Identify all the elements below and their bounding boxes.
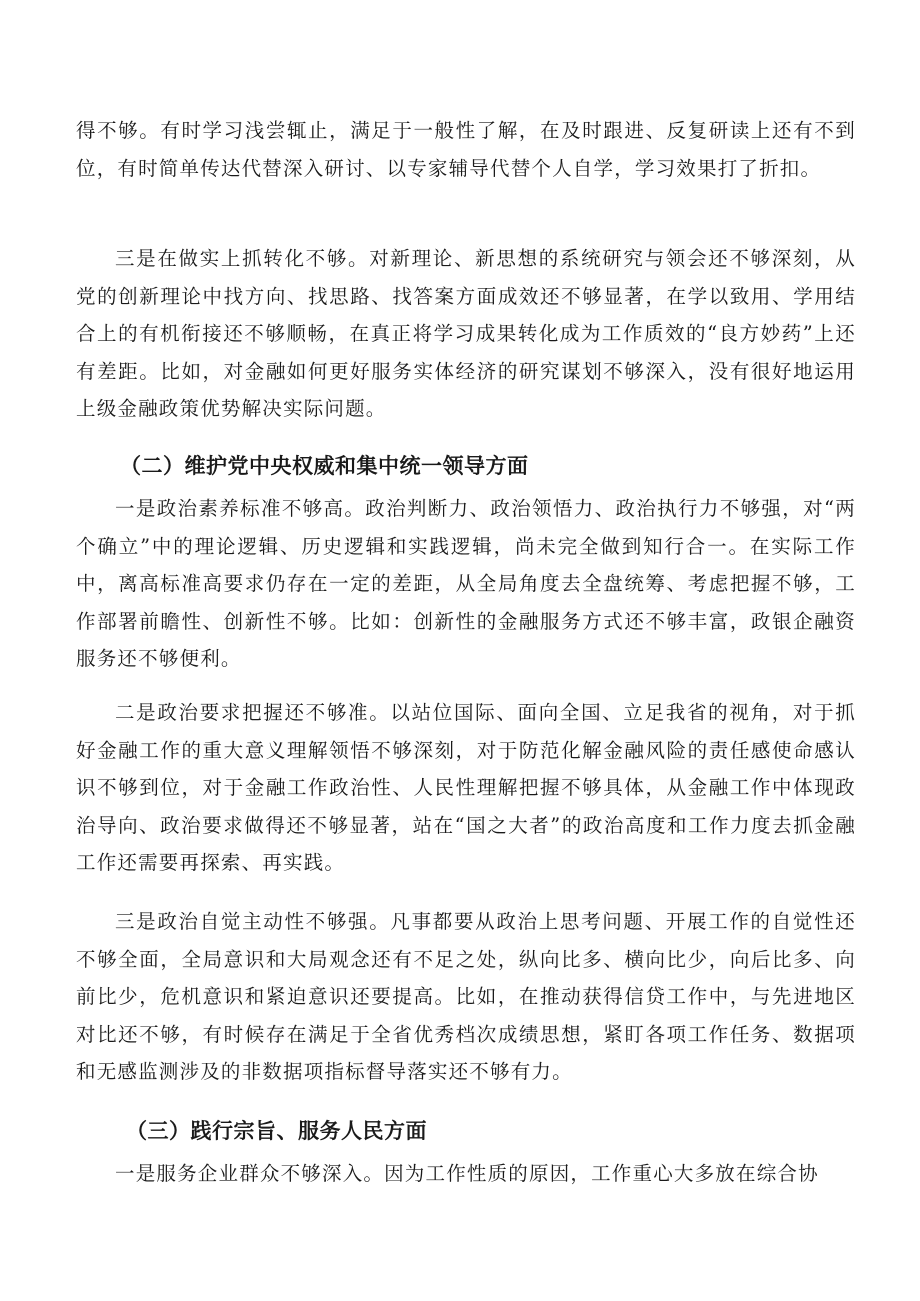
paragraph-service-enterprises: 一是服务企业群众不够深入。因为工作性质的原因，工作重心大多放在综合协 (115, 1162, 819, 1185)
paragraph-political-initiative: 三是政治自觉主动性不够强。凡事都要从政治上思考问题、开展工作的自觉性还不够全面，全局意识和大局观念还有不足之处，纵向比多、横向比少，向后比多、向前比少，危机意识和紧迫意识还要提高。比如，在推动获得信贷工作中，与先进地区对比还不够，有时候存在满足于全省优秀档次成绩思想，紧盯各项工作任务、数据项和无感监测涉及的非数据项指标督导落实还不够有力。 (76, 910, 856, 1084)
paragraph-political-literacy: 一是政治素养标准不够高。政治判断力、政治领悟力、政治执行力不够强，对“两个确立”中的理论逻辑、历史逻辑和实践逻辑，尚未完全做到知行合一。在实际工作中，离高标准高要求仍存在一定的差距，从全局角度去全盘统筹、考虑把握不够，工作部署前瞻性、创新性不够。比如：创新性的金融服务方式还不够丰富，政银企融资服务还不够便利。 (76, 497, 856, 671)
paragraph-political-requirements: 二是政治要求把握还不够准。以站位国际、面向全国、立足我省的视角，对于抓好金融工作的重大意义理解领悟不够深刻，对于防范化解金融风险的责任感使命感认识不够到位，对于金融工作政治性、人民性理解把握不够具体，从金融工作中体现政治导向、政治要求做得还不够显著，站在“国之大者”的政治高度和工作力度去抓金融工作还需要再探索、再实践。 (76, 701, 856, 875)
section-heading-three: （三）践行宗旨、服务人民方面 (126, 1119, 427, 1143)
paragraph-practice-transformation: 三是在做实上抓转化不够。对新理论、新思想的系统研究与领会还不够深刻，从党的创新理论中找方向、找思路、找答案方面成效还不够显著，在学以致用、学用结合上的有机衔接还不够顺畅，在真正将学习成果转化成为工作质效的“良方妙药”上还有差距。比如，对金融如何更好服务实体经济的研究谋划不够深入，没有很好地运用上级金融政策优势解决实际问题。 (76, 247, 856, 421)
section-heading-two: （二）维护党中央权威和集中统一领导方面 (120, 454, 529, 478)
paragraph-study-depth-continued: 得不够。有时学习浅尝辄止，满足于一般性了解，在及时跟进、反复研读上还有不到位，有时简单传达代替深入研讨、以专家辅导代替个人自学，学习效果打了折扣。 (76, 119, 856, 180)
